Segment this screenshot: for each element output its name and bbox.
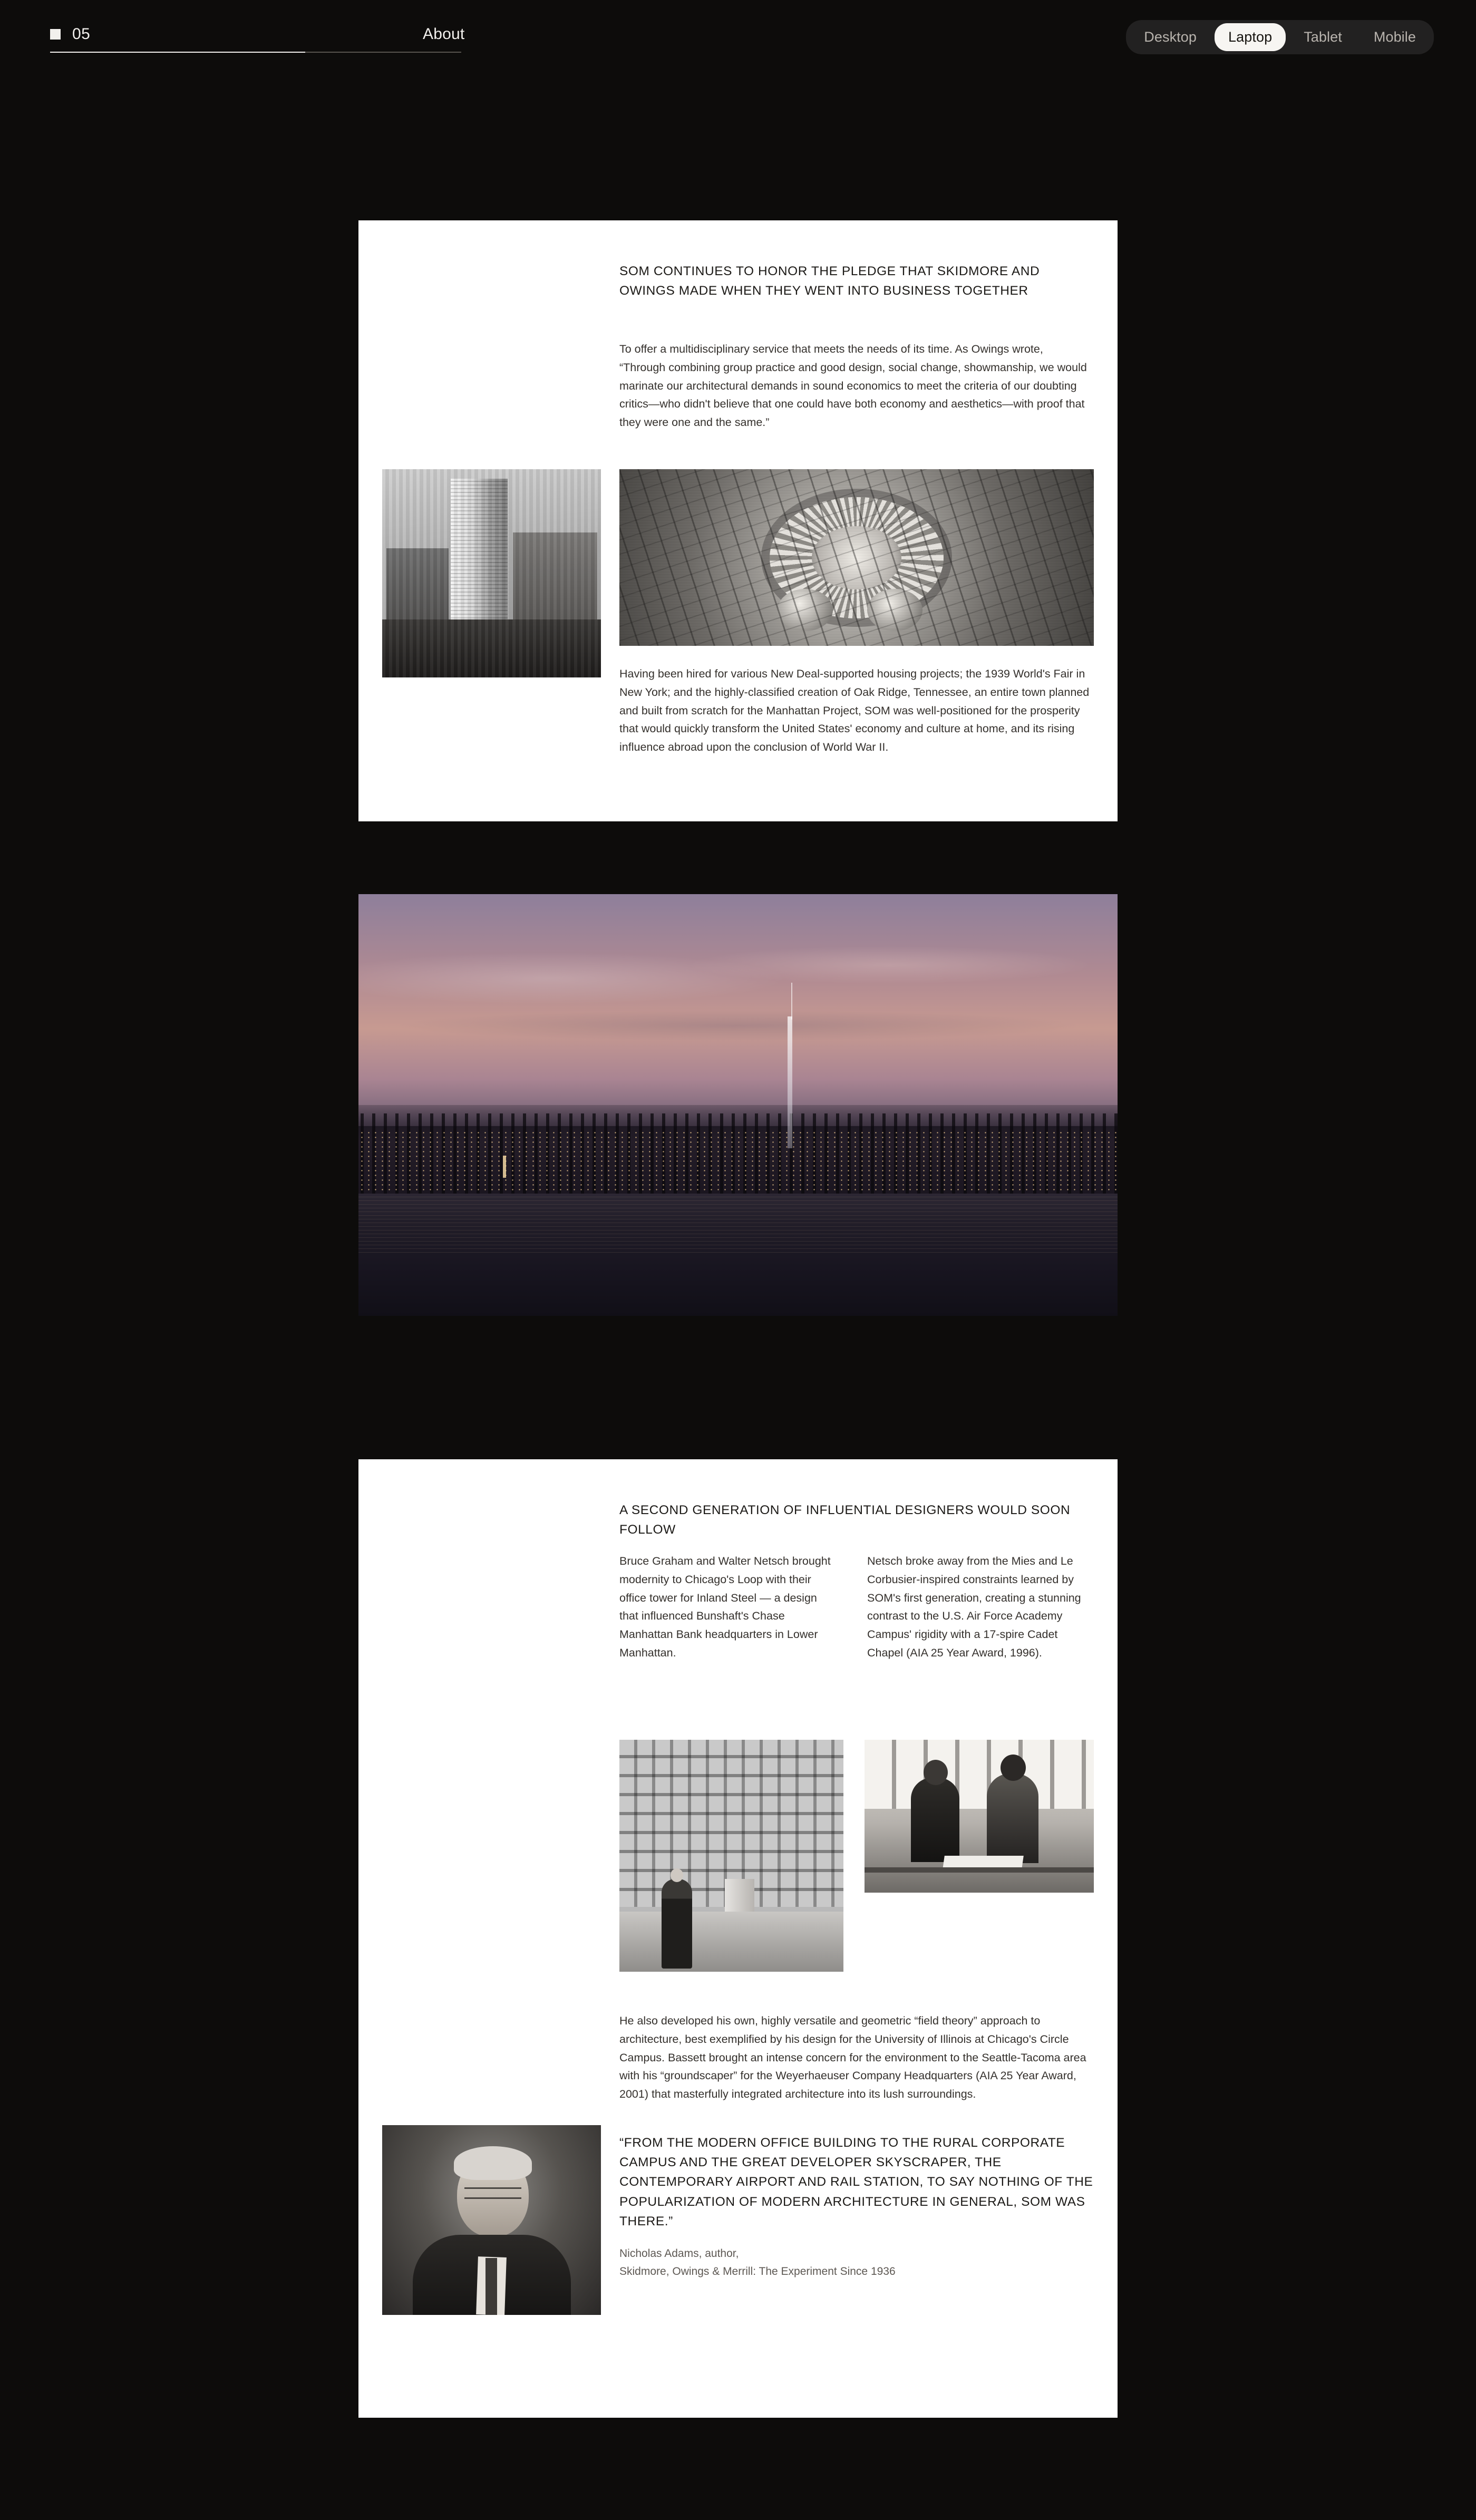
viewport-desktop-button[interactable]: Desktop [1130,23,1210,51]
photo-tower-spire [791,983,792,1020]
viewport-mobile-button[interactable]: Mobile [1360,23,1430,51]
page-canvas [0,62,1476,2520]
section-three-heading: A SECOND GENERATION OF INFLUENTIAL DESIGNERS WOULD SOON FOLLOW [619,1503,1071,1537]
new-york-skyline-at-dusk-photo [358,894,1118,1316]
photo-person-left [911,1778,959,1862]
content-section-three [358,1459,1118,2418]
photo-water-reflection [358,1194,1118,1253]
content-section-one [358,220,1118,821]
photo-one-world-trade-center [788,1016,792,1148]
portrait-tie [485,2258,497,2315]
slide-number: 05 [72,25,91,43]
nicholas-adams-portrait [382,2125,601,2315]
photo-standing-architect [662,1879,692,1969]
progress-bar[interactable] [50,52,461,53]
top-toolbar [0,0,1476,62]
united-nations-secretariat-building-photo [382,469,601,677]
pull-quote: “FROM THE MODERN OFFICE BUILDING TO THE RURAL CORPORATE CAMPUS AND THE GREAT DEVELOPER SKYSCRAPER, THE CONTEMPORARY AIRPORT AND RAIL STATION, TO SAY NOTHING OF THE POPULARIZATION OF MODERN ARCHITECTURE IN GENERAL, SOM WAS THERE.” [619,2136,1093,2228]
photo-clouds [358,928,1118,1097]
section-one-paragraph-1: To offer a multidisciplinary service that meets the needs of its time. As Owings wrote, “Through combining group practice and good design, social change, showmanship, we would marinate our architectural demands in sound economics to meet the criteria of our doubting critics—who didn't believe that one could have both economy and aesthetics—with proof that they were one and the same.” [619,343,1087,429]
slide-indicator [50,25,90,43]
quote-attribution-author: Nicholas Adams, author, [619,2247,739,2260]
photo-texture [382,469,601,677]
photo-person-right [987,1773,1038,1863]
slide-marker-icon [50,29,61,40]
photo-ground [619,1912,843,1972]
section-one-heading: SOM CONTINUES TO HONOR THE PLEDGE THAT SKIDMORE AND OWINGS MADE WHEN THEY WENT INTO BUSINESS TOGETHER [619,264,1040,298]
progress-bar-fill [50,52,305,53]
viewport-switcher[interactable] [1126,20,1434,54]
inland-steel-building-with-architect-photo [619,1740,843,1972]
section-label: About [423,25,465,43]
architects-at-drafting-desk-photo [865,1740,1094,1893]
viewport-tablet-button[interactable]: Tablet [1290,23,1356,51]
section-three-column-one: Bruce Graham and Walter Netsch brought modernity to Chicago's Loop with their office tower for Inland Steel — a design that influenced Bunshaft's Chase Manhattan Bank headquarters in Lower Manhattan. [619,1555,831,1660]
portrait-glasses [464,2187,521,2199]
photo-grain [619,469,1094,646]
photo-desk-edge [865,1867,1094,1873]
photo-statue-of-liberty [503,1156,506,1178]
section-one-paragraph-2: Having been hired for various New Deal-supported housing projects; the 1939 World's Fair in New York; and the highly-classified creation of Oak Ridge, Tennessee, an entire town planned and built from scratch for the Manhattan Project, SOM was well-positioned for the prosperity that would quickly transform the United States' economy and culture at home, and its rising influence abroad upon the conclusion of World War II. [619,667,1090,754]
section-three-paragraph: He also developed his own, highly versatile and geometric “field theory” approach to architecture, best exemplified by his design for the University of Illinois at Chicago's Circle Campus. Bassett brought an intense concern for the environment to the Seattle-Tacoma area with his “groundscaper” for the Weyerhaeuser Company Headquarters (AIA 25 Year Award, 2001) that masterfully integrated architecture into its lush surroundings. [619,2014,1086,2101]
portrait-hair [454,2146,532,2180]
quote-attribution-title: Skidmore, Owings & Merrill: The Experiment Since 1936 [619,2265,896,2278]
aerial-terminal-complex-photo [619,469,1094,646]
section-three-column-two: Netsch broke away from the Mies and Le Corbusier-inspired constraints learned by SOM's first generation, creating a stunning contrast to the U.S. Air Force Academy Campus' rigidity with a 17-spire Cadet Chapel (AIA 25 Year Award, 1996). [867,1555,1081,1660]
photo-city-lights [358,1130,1118,1198]
photo-window-blinds [865,1740,1094,1809]
quote-attribution [619,2245,1094,2281]
viewport-laptop-button[interactable]: Laptop [1215,23,1286,51]
